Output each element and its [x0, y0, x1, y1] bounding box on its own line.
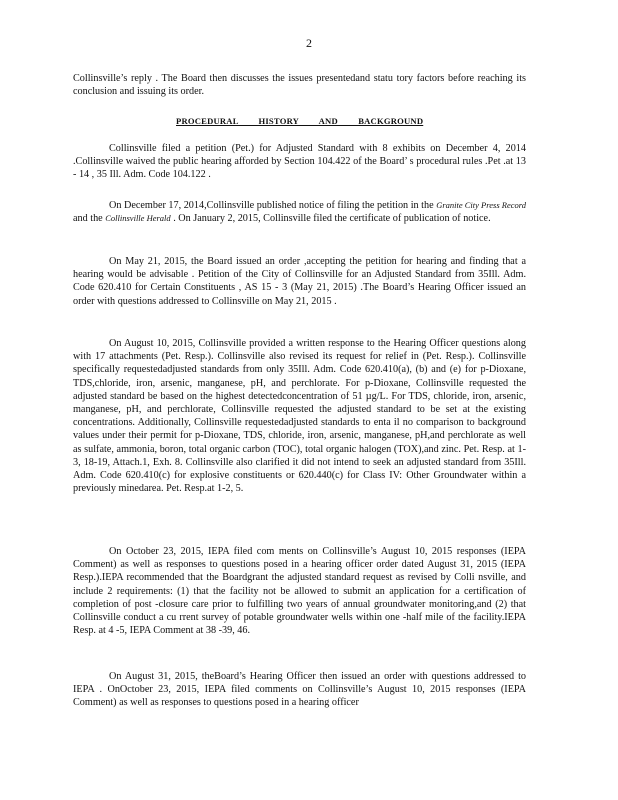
paragraph-text: Collinsville filed a petition (Pet.) for Adjusted Standard with 8 exhibits on December 4, 2014 .Collinsville waived the public hearing afforded by Section 104.422 of the Board’ s procedural rules .Pet .at 13 - 14 , 35 Ill. Adm. Code 104.122 . — [73, 143, 526, 181]
paragraph-petition — [73, 142, 526, 182]
paragraph-text: On August 31, 2015, theBoard’s Hearing Officer then issued an order with questions addressed to IEPA . OnOctober 23, 2015, IEPA filed comments on Collinsville’s August 10, 2015 responses (IEPA Comment) as well as responses to questions posed in a hearing officer — [73, 671, 526, 709]
section-heading: PROCEDURAL HISTORY AND BACKGROUND — [176, 116, 424, 126]
paragraph-board-order — [73, 255, 526, 308]
paragraph-hearing-officer — [73, 670, 526, 710]
paragraph-notice — [73, 199, 526, 225]
intro-paragraph — [73, 72, 526, 98]
intro-text: Collinsville’s reply . The Board then discusses the issues presentedand statu tory factors before reaching its conclusion and issuing its order. — [73, 73, 526, 98]
paragraph-text — [73, 199, 526, 225]
notice-text-part1: On December 17, 2014,Collinsville published notice of filing the petition in the — [109, 200, 434, 211]
paragraph-text: On August 10, 2015, Collinsville provided a written response to the Hearing Officer questions along with 17 attachments (Pet. Resp.). Collinsville also revised its request for relief in (Pet. Resp.). Collinsville specifically requestedadjusted standards from only 35Ill. Adm. Code 620.410(a), (b) and (e) for p-Dioxane, TDS,chloride, iron, arsenic, manganese, pH, and perchlorate. For p-Dioxane, Collinsville requested the adjusted standard be based on the highest detectedconcentration of 51 µg/L. For TDS, chloride, iron, arsenic, manganese, pH, and perchlorate, Collinsville requested the adjusted standard to be set at the existing concentrations. Additionally, Collinsville requestedadjusted standards to enta il no comparison to background values under their permit for p-Dioxane, TDS, chloride, iron, arsenic, manganese, pH,and perchlorate as well as sulfate, ammonia, boron, total organic carbon (TOC), total organic halogen (TOX),and zinc. Pet. Resp. at 1-3, 18-19, Attach.1, Exh. 8. Collinsville also clarified it did not intend to seek an adjusted standard from 35Ill. Adm. Code 620.410(c) for explosive constituents or 620.440(c) for Class IV: Other Groundwater within a previously minedarea. Pet. Resp.at 1-2, 5. — [73, 338, 526, 495]
paragraph-text: On October 23, 2015, IEPA filed com ments on Collinsville’s August 10, 2015 responses (IEPA Comment) as well as responses to questions posed in a hearing officer order dated August 31, 2015 (IEPA Resp.).IEPA recommended that the Boardgrant the adjusted standard request as revised by Colli nsville, and include 2 requirements: (1) that the facility not be allowed to submit an application for a certification of completion of post -closure care prior to fulfilling two years of annual groundwater monitoring,and (2) that Collinsville conduct a cu rrent survey of potable groundwater wells within one -half mile of the facility.IEPA Resp. at 4 -5, IEPA Comment at 38 -39, 46. — [73, 546, 526, 637]
notice-text-part3: . On January 2, 2015, Collinsville filed the certificate of publication of notice. — [173, 213, 491, 225]
page-number: 2 — [306, 36, 312, 50]
paragraph-response — [73, 337, 526, 495]
notice-text-part2: and the — [73, 213, 103, 225]
newspaper-name-2: Collinsville Herald — [105, 213, 171, 224]
newspaper-name-1: Granite City Press Record — [436, 200, 526, 210]
paragraph-iepa-comments — [73, 545, 526, 637]
paragraph-text: On May 21, 2015, the Board issued an order ,accepting the petition for hearing and finding that a hearing would be advisable . Petition of the City of Collinsville for an Adjusted Standard from 35Ill. Adm. Code 620.410 for Certain Constituents , AS 15 - 3 (May 21, 2015) .The Board’s Hearing Officer issued an order with questions addressed to Collinsville on May 21, 2015 . — [73, 256, 526, 307]
